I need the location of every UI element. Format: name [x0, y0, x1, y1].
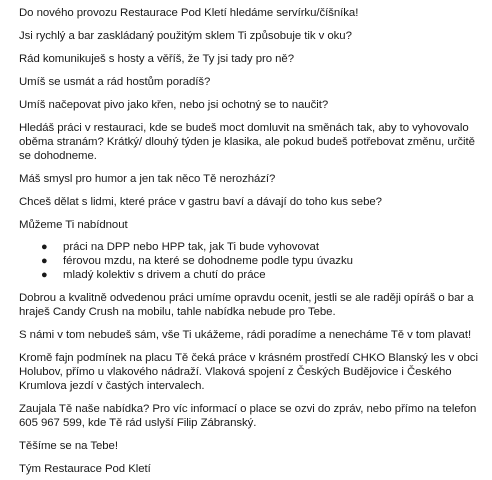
- list-item: ● férovou mzdu, na které se dohodneme podle typu úvazku: [41, 255, 354, 267]
- question-humor: Máš smysl pro humor a jen tak něco Tě nerozhází?: [19, 173, 276, 185]
- bullet-icon: ●: [41, 269, 48, 281]
- question-shifts: Hledáš práci v restauraci, kde se budeš moct domluvit na směnách tak, aby to vyhovovalo oběma stranám? Krátký/ dlouhý týden je klasika, ale pokud budeš potřebovat změnu, určitě se dohodneme.: [19, 122, 475, 162]
- location-note: Kromě fajn podmínek na placu Tě čeká práce v krásném prostředí CHKO Blanský les v obci Holubov, přímo u vlakového nádraží. Vlaková spojení z Českých Budějovice i Českého Krumlova jezdí v častých intervalech.: [19, 352, 478, 392]
- question-fast: Jsi rychlý a bar zaskládaný použitým sklem Ti způsobuje tik v oku?: [19, 30, 352, 42]
- bullet-icon: ●: [41, 241, 48, 253]
- headline: Do nového provozu Restaurace Pod Kletí hledáme servírku/číšníka!: [19, 7, 359, 19]
- list-item: ● mladý kolektiv s drivem a chutí do práce: [41, 269, 266, 281]
- bullet-icon: ●: [41, 255, 48, 267]
- offer-list: [19, 240, 484, 282]
- offer-intro: Můžeme Ti nabídnout: [19, 219, 128, 231]
- looking-forward: Těšíme se na Tebe!: [19, 440, 118, 452]
- question-smile: Umíš se usmát a rád hostům poradíš?: [19, 76, 211, 88]
- question-beer: Umíš načepovat pivo jako křen, nebo jsi ochotný se to naučit?: [19, 99, 329, 111]
- support-note: S námi v tom nebudeš sám, vše Ti ukážeme, rádi poradíme a nenecháme Tě v tom plavat!: [19, 329, 472, 341]
- list-item: ● práci na DPP nebo HPP tak, jak Ti bude vyhovovat: [41, 241, 320, 253]
- quality-note: Dobrou a kvalitně odvedenou práci umíme opravdu ocenit, jestli se ale raději opíráš o bar a hraješ Candy Crush na mobilu, tahle nabídka nebude pro Tebe.: [19, 292, 474, 318]
- signature: Tým Restaurace Pod Kletí: [19, 463, 151, 475]
- question-communication: Rád komunikuješ s hosty a věříš, že Ty jsi tady pro ně?: [19, 53, 294, 65]
- question-people: Chceš dělat s lidmi, které práce v gastru baví a dávají do toho kus sebe?: [19, 196, 382, 208]
- contact-note: Zaujala Tě naše nabídka? Pro víc informací o place se ozvi do zpráv, nebo přímo na telefon 605 967 599, kde Tě rád uslyší Filip Zábranský.: [19, 403, 477, 429]
